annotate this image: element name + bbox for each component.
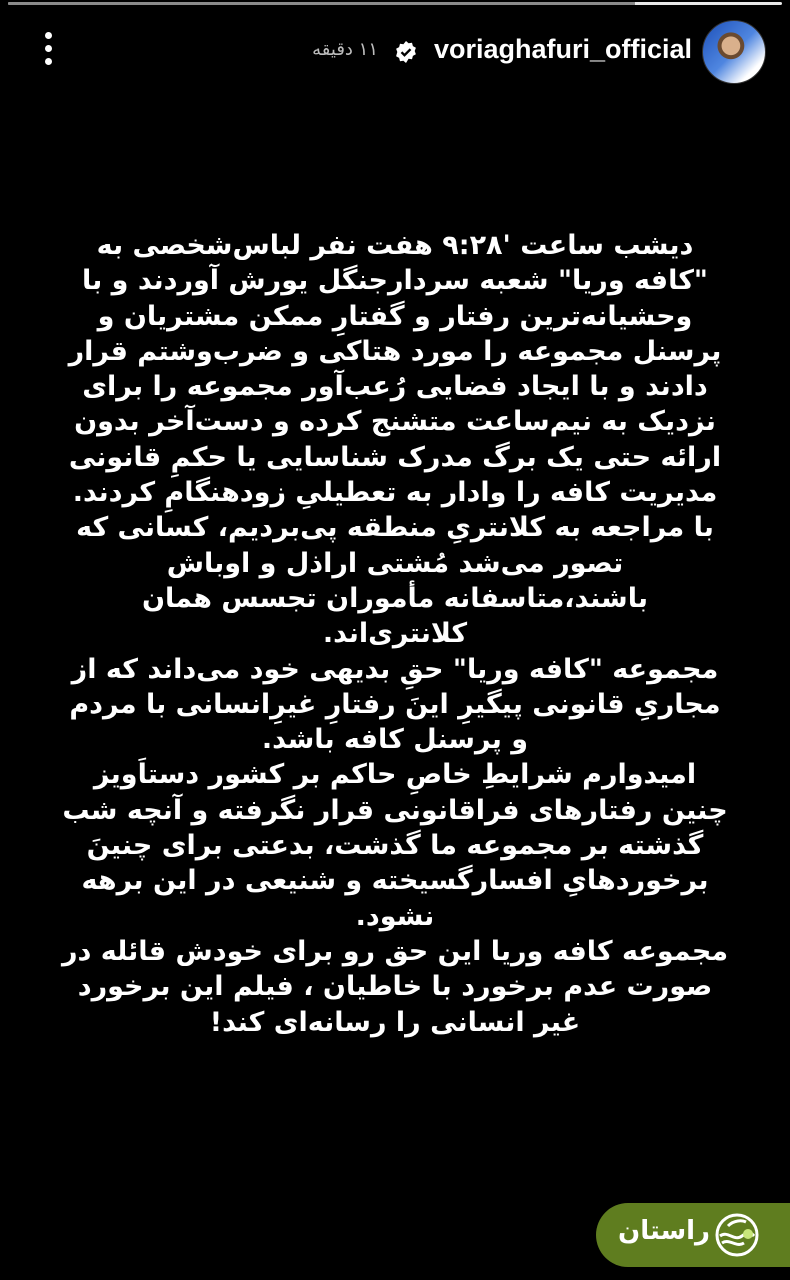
story-line: امیدوارم شرایطِ خاصِ حاکم بر کشور دستاَویز bbox=[93, 759, 697, 791]
story-line: غیر انسانی را رسانه‌ای کند! bbox=[209, 1006, 581, 1038]
story-line: ارائه حتی یک برگ مدرک شناسایی یا حکمِ قانونی bbox=[68, 441, 722, 473]
rastan-label: راستان bbox=[618, 1216, 711, 1246]
story-line: پرسنل مجموعه را مورد هتاکی و ضرب‌وشتم قرار bbox=[68, 335, 722, 367]
story-line: برخوردهایِ افسارگسیخته و شنیعی در این برهه bbox=[81, 865, 709, 897]
verified-badge-icon bbox=[394, 40, 418, 64]
story-progress-bar bbox=[8, 2, 782, 5]
story-line: نشود. bbox=[355, 900, 435, 932]
story-header bbox=[0, 20, 790, 84]
username[interactable]: voriaghafuri_official bbox=[433, 34, 692, 64]
story-line: دادند و با ایجاد فضایی رُعب‌آور مجموعه را برای bbox=[82, 371, 708, 403]
story-line: با مراجعه به کلانتریِ منطقه پی‌بردیم، کسانی که bbox=[76, 512, 714, 544]
story-line: وحشیانه‌ترین رفتار و گفتارِ ممکن مشتریان و bbox=[97, 300, 693, 332]
story-line: مجموعه "کافه وریا" حقِ بدیهی خود می‌داند که از bbox=[71, 653, 719, 685]
story-time: ۱۱ دقیقه bbox=[312, 39, 378, 60]
story-line: مجاریِ قانونی پیگیرِ اینَ رفتارِ غیرِانسانی با مردم bbox=[69, 688, 721, 720]
avatar[interactable] bbox=[702, 20, 766, 84]
story-line: نزدیک به نیم‌ساعت متشنج کرده و دست‌آخر بدون bbox=[74, 406, 716, 438]
story-line: باشند،متاسفانه مأموران تجسس همان bbox=[142, 582, 648, 614]
story-line: گذشته بر مجموعه ما گذشت، بدعتی برای چنینَ bbox=[86, 830, 704, 862]
story-progress-fill bbox=[8, 2, 635, 5]
story-text bbox=[40, 228, 750, 1040]
story-line: مجموعه کافه وریا این حق رو برای خودش قائله در bbox=[61, 935, 729, 967]
story-line: کلانتری‌اند. bbox=[322, 618, 468, 650]
story-line: صورت عدم برخورد با خاطیان ، فیلم این برخورد bbox=[77, 971, 713, 1003]
story-line: و پرسنل کافه باشد. bbox=[261, 724, 529, 756]
rastan-watermark bbox=[596, 1203, 790, 1267]
story-line: "کافه وریا" شعبه سردارجنگل یورش آوردند و با bbox=[82, 265, 708, 297]
story-line: تصور می‌شد مُشتی اراذل و اوباش bbox=[166, 547, 624, 579]
story-line: مدیریت کافه را وادار به تعطیلیِ زودهنگامِ کردند. bbox=[72, 477, 718, 509]
story-line: چنین رفتارهای فراقانونی قرار نگرفته و آنچه شب bbox=[62, 794, 728, 826]
rastan-logo-icon bbox=[714, 1212, 760, 1258]
more-vertical-icon[interactable] bbox=[38, 32, 58, 72]
story-line: دیشب ساعت '۹:۲۸ هفت نفر لباس‌شخصی به bbox=[96, 230, 694, 261]
